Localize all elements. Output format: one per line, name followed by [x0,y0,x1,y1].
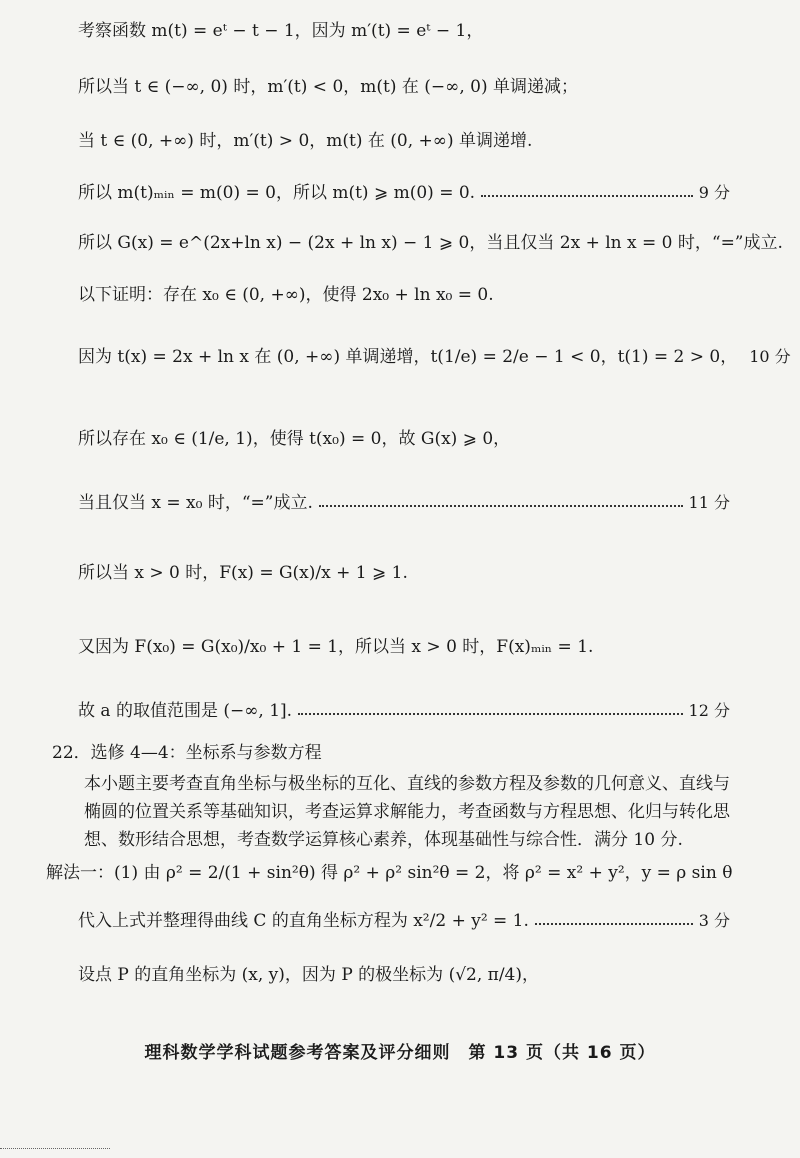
derivation-line-5: 所以 G(x) = e^(2x+ln x) − (2x + ln x) − 1 ⩾ 0，当且仅当 2x + ln x = 0 时，“=”成立. [78,233,783,253]
derivation-line-3: 当 t ∈ (0, +∞) 时，m′(t) > 0，m(t) 在 (0, +∞) 单调递增. [78,131,533,151]
question-intro [84,770,734,854]
intro-paragraph: 本小题主要考查直角坐标与极坐标的互化、直线的参数方程及参数的几何意义、直线与椭圆的位置关系等基础知识，考查运算求解能力，考查函数与方程思想、化归与转化思想、数形结合思想，考查数学运算核心素养，体现基础性与综合性．满分 10 分. [84,774,730,850]
score-leader-dots [481,195,693,197]
score-leader-dots [319,505,683,507]
derivation-line-4: 所以 m(t)ₘᵢₙ = m(0) = 0，所以 m(t) ⩾ m(0) = 0. 9 分 [78,183,730,203]
score-mark: 10 分 [749,347,791,366]
solution-line-3: 设点 P 的直角坐标为 (x, y)，因为 P 的极坐标为 (√2, π/4)， [78,965,539,985]
page-footer: 理科数学学科试题参考答案及评分细则 第 13 页（共 16 页） [144,1043,656,1063]
question-heading: 22．选修 4—4：坐标系与参数方程 [52,743,322,763]
bottom-rule [0,1148,110,1149]
score-mark: 12 分 [688,701,730,720]
derivation-line-11: 又因为 F(x₀) = G(x₀)/x₀ + 1 = 1，所以当 x > 0 时，F(x)ₘᵢₙ = 1. [78,637,594,657]
solution-line-1: 解法一：(1) 由 ρ² = 2/(1 + sin²θ) 得 ρ² + ρ² sin²θ = 2，将 ρ² = x² + y²，y = ρ sin θ [46,863,733,883]
derivation-line-8: 所以存在 x₀ ∈ (1/e, 1)，使得 t(x₀) = 0，故 G(x) ⩾ 0， [78,429,511,449]
score-leader-dots [535,923,693,925]
derivation-line-7: 因为 t(x) = 2x + ln x 在 (0, +∞) 单调递增，t(1/e) = 2/e − 1 < 0，t(1) = 2 > 0， 10 分 [78,347,791,367]
derivation-line-2: 所以当 t ∈ (−∞, 0) 时，m′(t) < 0，m(t) 在 (−∞, 0) 单调递减； [78,77,578,97]
derivation-line-10: 所以当 x > 0 时，F(x) = G(x)/x + 1 ⩾ 1. [78,563,408,583]
derivation-line-6: 以下证明：存在 x₀ ∈ (0, +∞)，使得 2x₀ + ln x₀ = 0. [78,285,494,305]
derivation-line-1: 考察函数 m(t) = eᵗ − t − 1，因为 m′(t) = eᵗ − 1， [78,21,484,41]
score-mark: 11 分 [688,493,730,512]
derivation-line-9: 当且仅当 x = x₀ 时，“=”成立. 11 分 [78,493,730,513]
solution-line-2: 代入上式并整理得曲线 C 的直角坐标方程为 x²/2 + y² = 1. 3 分 [78,911,730,931]
score-leader-dots [298,713,683,715]
derivation-line-12: 故 a 的取值范围是 (−∞, 1]. 12 分 [78,701,730,721]
score-mark: 3 分 [698,911,730,930]
score-mark: 9 分 [698,183,730,202]
